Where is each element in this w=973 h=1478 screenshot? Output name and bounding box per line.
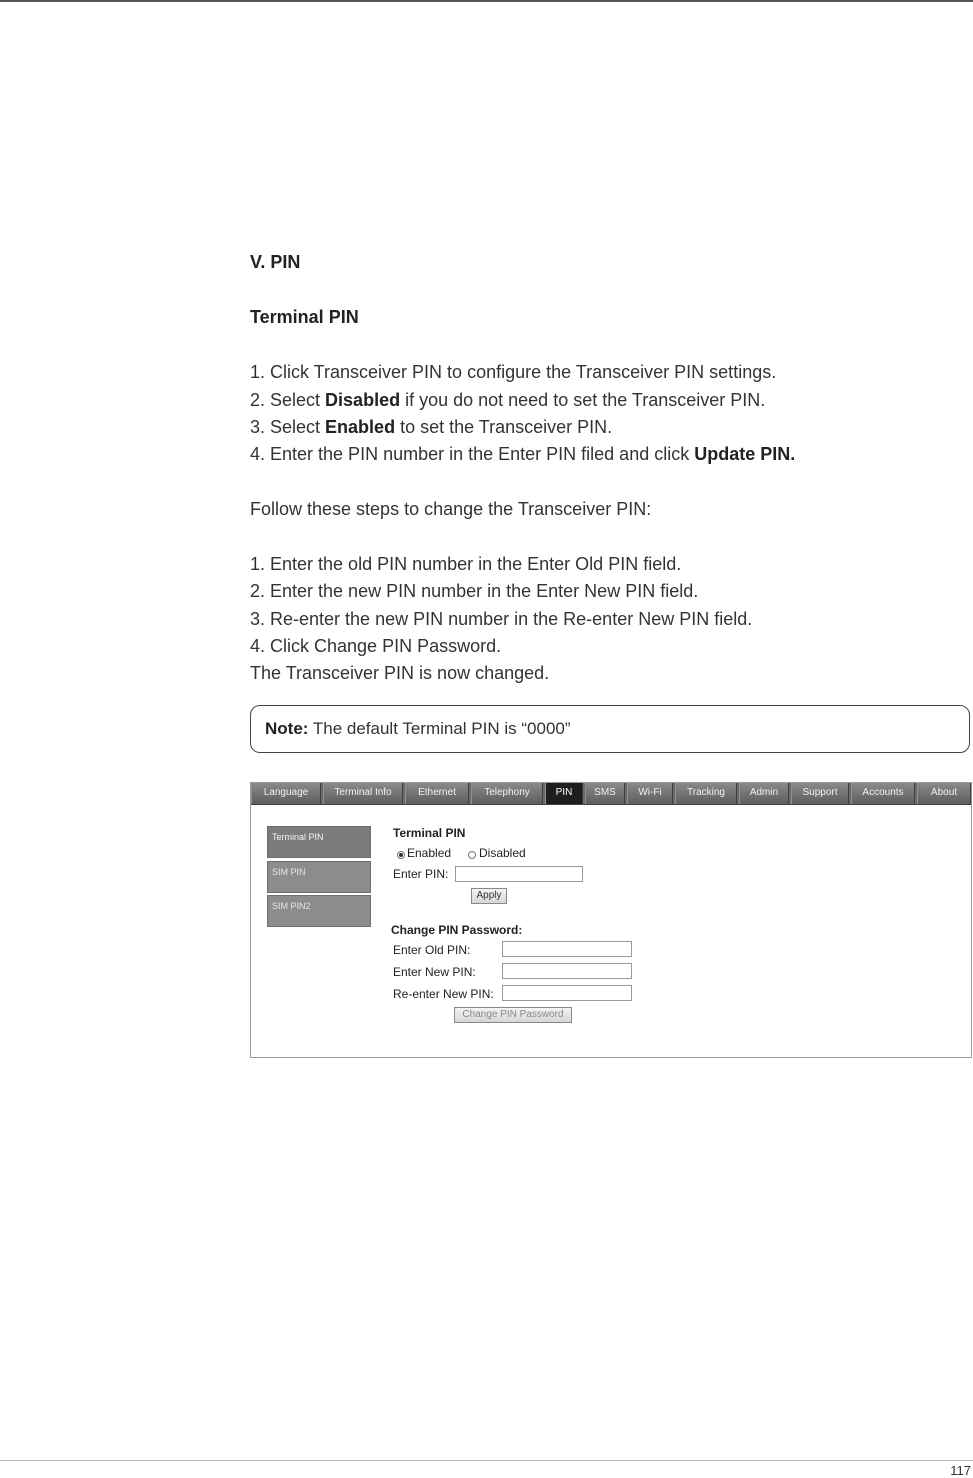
tab-sms[interactable]: SMS [585,783,625,804]
step-change-3: 3. Re-enter the new PIN number in the Re-enter New PIN field. [250,609,753,629]
enabled-label: Enabled [407,846,452,860]
change-intro: Follow these steps to change the Transceiver PIN: [250,499,652,519]
step-terminal-4: 4. Enter the PIN number in the Enter PIN filed and click Update PIN. [250,444,796,464]
disabled-label: Disabled [479,846,526,860]
terminal-pin-heading: Terminal PIN [393,826,466,840]
change-pin-heading: Change PIN Password: [391,923,523,937]
step-change-1: 1. Enter the old PIN number in the Enter Old PIN field. [250,554,682,574]
change-result: The Transceiver PIN is now changed. [250,663,550,683]
enter-pin-input[interactable] [455,866,583,882]
tab-admin[interactable]: Admin [739,783,789,804]
step-change-2: 2. Enter the new PIN number in the Enter New PIN field. [250,581,699,601]
sidebar-item-sim-pin[interactable]: SIM PIN [267,861,371,893]
step-terminal-1: 1. Click Transceiver PIN to configure the Transceiver PIN settings. [250,362,777,382]
top-rule [0,0,973,2]
reenter-pin-input[interactable] [502,985,632,1001]
step-terminal-2: 2. Select Disabled if you do not need to set the Transceiver PIN. [250,390,766,410]
tab-tracking[interactable]: Tracking [675,783,737,804]
page-number: 117 [950,1463,971,1478]
apply-button[interactable]: Apply [471,888,507,904]
new-pin-label: Enter New PIN: [393,965,476,979]
note-box [250,705,970,753]
step-change-4: 4. Click Change PIN Password. [250,636,502,656]
tab-pin[interactable]: PIN [545,783,583,804]
tab-accounts[interactable]: Accounts [851,783,915,804]
tab-ethernet[interactable]: Ethernet [405,783,469,804]
bottom-rule [0,1460,973,1461]
note-text: The default Terminal PIN is “0000” [308,719,571,738]
tab-wifi[interactable]: Wi-Fi [627,783,673,804]
enabled-radio[interactable] [397,851,405,859]
tab-about[interactable]: About [917,783,971,804]
note-label: Note: [265,719,309,738]
change-pin-password-button[interactable]: Change PIN Password [454,1007,572,1023]
tab-language[interactable]: Language [251,783,321,804]
sidebar-item-sim-pin2[interactable]: SIM PIN2 [267,895,371,927]
section-title: V. PIN [250,252,301,272]
enter-pin-label: Enter PIN: [393,867,449,881]
tab-telephony[interactable]: Telephony [471,783,543,804]
pin-settings-screenshot [250,782,972,1058]
step-terminal-3: 3. Select Enabled to set the Transceiver PIN. [250,417,613,437]
old-pin-label: Enter Old PIN: [393,943,471,957]
tab-support[interactable]: Support [791,783,849,804]
subsection-title: Terminal PIN [250,307,359,327]
reenter-pin-label: Re-enter New PIN: [393,987,494,1001]
tab-bar [251,783,971,805]
old-pin-input[interactable] [502,941,632,957]
sidebar-item-terminal-pin[interactable]: Terminal PIN [267,826,371,858]
tab-terminal-info[interactable]: Terminal Info [323,783,403,804]
new-pin-input[interactable] [502,963,632,979]
disabled-radio[interactable] [468,851,476,859]
